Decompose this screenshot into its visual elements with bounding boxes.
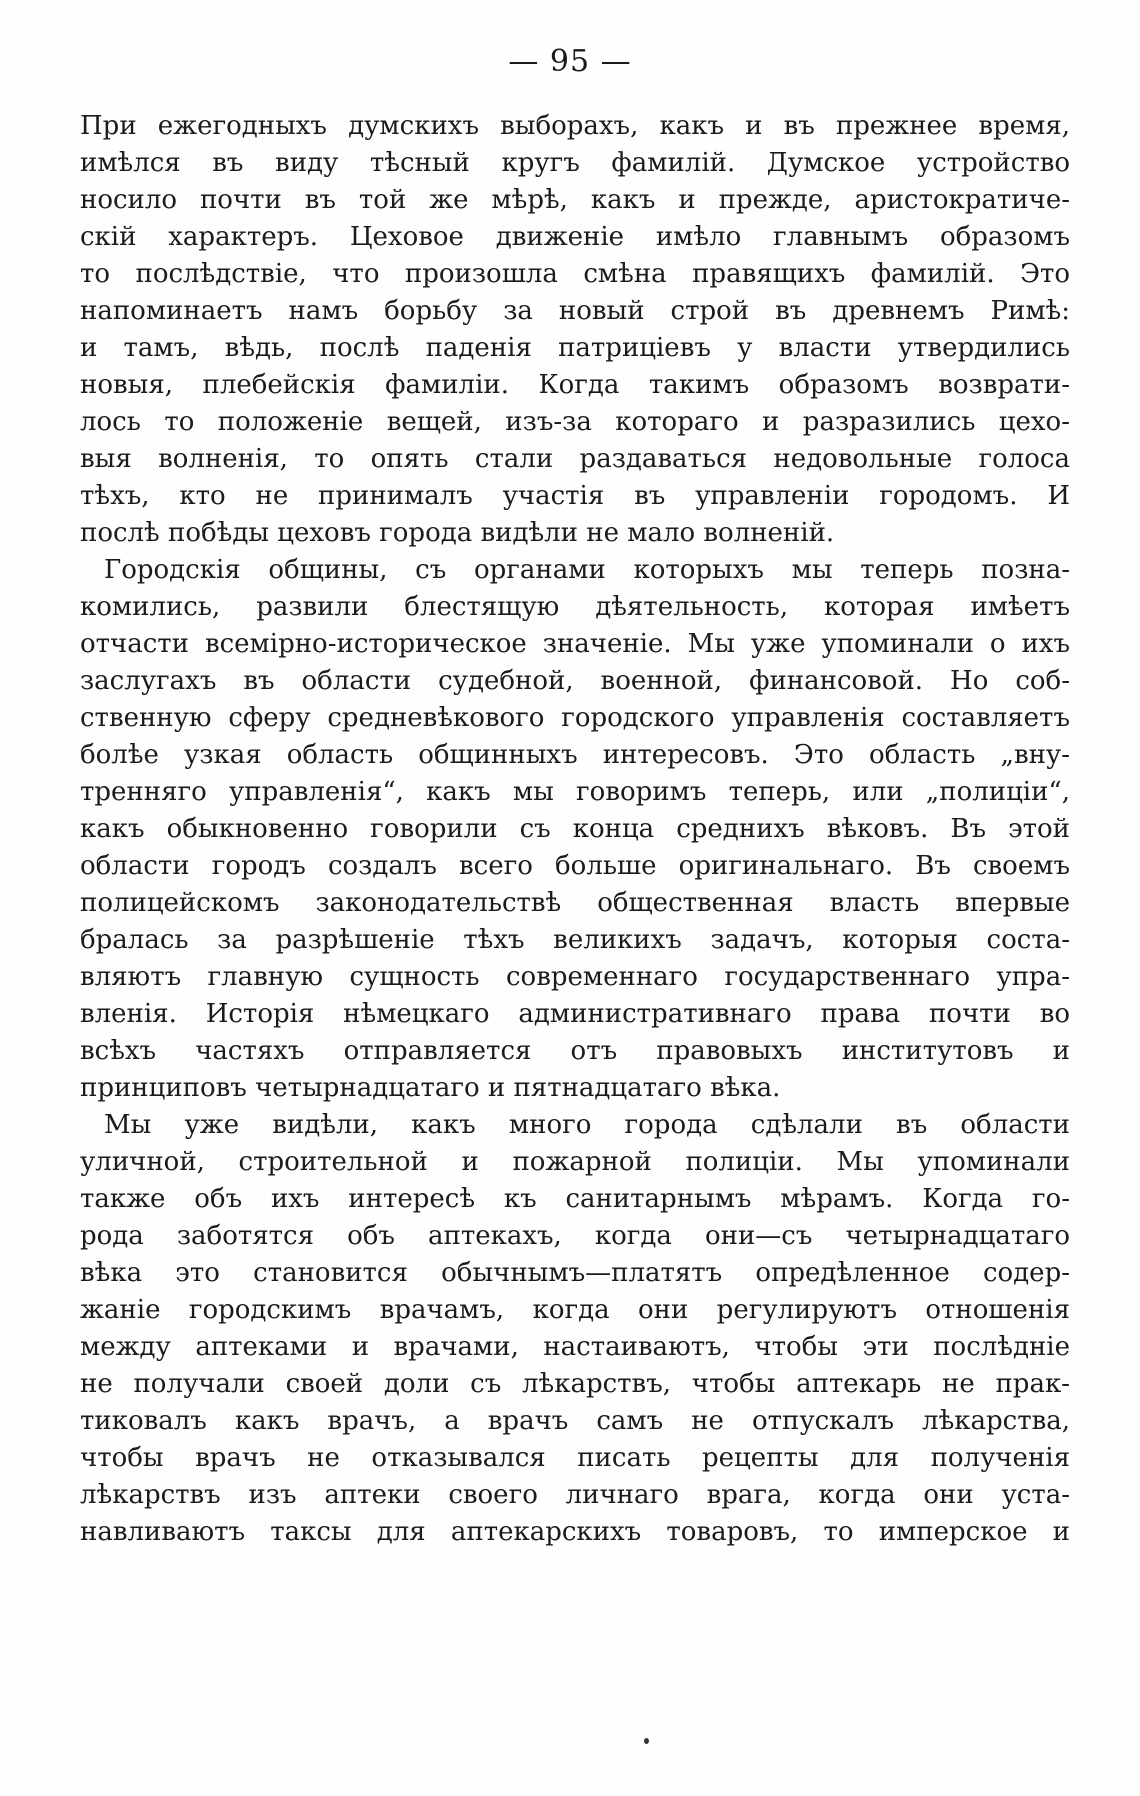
text-line: не получали своей доли съ лѣкарствъ, чтобы аптекарь не прак- — [80, 1369, 1070, 1399]
text-line: скій характеръ. Цеховое движеніе имѣло главнымъ образомъ — [80, 222, 1070, 252]
text-line: тренняго управленія“, какъ мы говоримъ теперь, или „полиціи“, — [80, 777, 1070, 807]
text-line: принциповъ четырнадцатаго и пятнадцатаго вѣка. — [80, 1073, 781, 1103]
text-line: заслугахъ въ области судебной, военной, финансовой. Но соб- — [80, 666, 1070, 696]
text-line: уличной, строительной и пожарной полиціи. Мы упоминали — [80, 1147, 1070, 1177]
text-line: Городскія общины, съ органами которыхъ мы теперь позна- — [104, 555, 1070, 585]
text-line: жаніе городскимъ врачамъ, когда они регулируютъ отношенія — [80, 1295, 1070, 1325]
text-line: между аптеками и врачами, настаиваютъ, чтобы эти послѣдніе — [80, 1332, 1070, 1362]
text-line: вленія. Исторія нѣмецкаго административнаго права почти во — [80, 999, 1070, 1029]
text-line: то послѣдствіе, что произошла смѣна правящихъ фамилій. Это — [80, 259, 1070, 289]
text-line: навливаютъ таксы для аптекарскихъ товаровъ, то имперское и — [80, 1517, 1070, 1547]
text-line: имѣлся въ виду тѣсный кругъ фамилій. Думское устройство — [80, 148, 1070, 178]
text-line: выя волненія, то опять стали раздаваться недовольные голоса — [80, 444, 1070, 474]
text-line: тѣхъ, кто не принималъ участія въ управленіи городомъ. И — [80, 481, 1070, 511]
paragraph-3 — [80, 1107, 1070, 1551]
text-line: полицейскомъ законодательствѣ общественная власть впервые — [80, 888, 1070, 918]
ink-speck — [644, 1738, 649, 1744]
text-line: При ежегодныхъ думскихъ выборахъ, какъ и въ прежнее время, — [80, 111, 1070, 141]
text-line: напоминаетъ намъ борьбу за новый строй въ древнемъ Римѣ: — [80, 296, 1070, 326]
text-line: лось то положеніе вещей, изъ-за котораго и разразились цехо- — [80, 407, 1070, 437]
text-line: болѣе узкая область общинныхъ интересовъ. Это область „вну- — [80, 740, 1070, 770]
text-line: какъ обыкновенно говорили съ конца среднихъ вѣковъ. Въ этой — [80, 814, 1070, 844]
paragraph-1 — [80, 108, 1070, 552]
text-line: области городъ создалъ всего больше оригинальнаго. Въ своемъ — [80, 851, 1070, 881]
text-line: рода заботятся объ аптекахъ, когда они—съ четырнадцатаго — [80, 1221, 1070, 1251]
text-line: бралась за разрѣшеніе тѣхъ великихъ задачъ, которыя соста- — [80, 925, 1070, 955]
text-line: комились, развили блестящую дѣятельность, которая имѣетъ — [80, 592, 1070, 622]
text-line: вляютъ главную сущность современнаго государственнаго упра- — [80, 962, 1070, 992]
text-line: и тамъ, вѣдь, послѣ паденія патриціевъ у власти утвердились — [80, 333, 1070, 363]
text-line: носило почти въ той же мѣрѣ, какъ и прежде, аристократиче- — [80, 185, 1070, 215]
text-line: чтобы врачъ не отказывался писать рецепты для полученія — [80, 1443, 1070, 1473]
text-line: также объ ихъ интересѣ къ санитарнымъ мѣрамъ. Когда го- — [80, 1184, 1070, 1214]
text-line: новыя, плебейскія фамиліи. Когда такимъ образомъ возврати- — [80, 370, 1070, 400]
text-line: тиковалъ какъ врачъ, а врачъ самъ не отпускалъ лѣкарства, — [80, 1406, 1070, 1436]
text-line: лѣкарствъ изъ аптеки своего личнаго врага, когда они уста- — [80, 1480, 1070, 1510]
text-line: послѣ побѣды цеховъ города видѣли не мало волненій. — [80, 518, 835, 548]
text-body — [80, 108, 1070, 1551]
text-line: вѣка это становится обычнымъ—платятъ опредѣленное содер- — [80, 1258, 1070, 1288]
text-line: всѣхъ частяхъ отправляется отъ правовыхъ институтовъ и — [80, 1036, 1070, 1066]
text-line: Мы уже видѣли, какъ много города сдѣлали въ области — [104, 1110, 1070, 1140]
paragraph-2 — [80, 552, 1070, 1107]
text-line: ственную сферу средневѣкового городского управленія составляетъ — [80, 703, 1070, 733]
page-number: — 95 — — [508, 44, 632, 79]
text-line: отчасти всемірно-историческое значеніе. Мы уже упоминали о ихъ — [80, 629, 1070, 659]
